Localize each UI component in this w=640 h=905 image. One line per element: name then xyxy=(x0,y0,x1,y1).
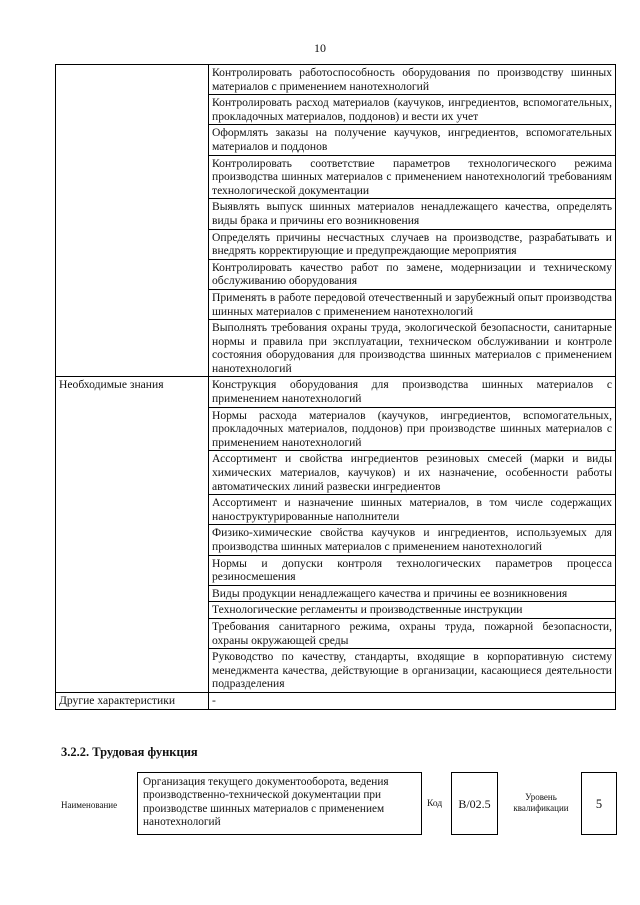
knowledge-label: Необходимые знания xyxy=(56,377,209,692)
action-cell: Контролировать работоспособность оборудования по производству шинных материалов с применением нанотехнологий xyxy=(209,65,616,95)
other-characteristics-value: - xyxy=(209,692,616,709)
table-row xyxy=(56,377,616,407)
action-cell: Оформлять заказы на получение каучуков, ингредиентов, вспомогательных материалов и поддонов xyxy=(209,125,616,155)
action-cell: Контролировать расход материалов (каучуков, ингредиентов, вспомогательных, прокладочных материалов, поддонов) и вести их учет xyxy=(209,95,616,125)
action-cell: Применять в работе передовой отечественный и зарубежный опыт производства шинных материалов с применением нанотехнологий xyxy=(209,289,616,319)
action-cell: Выявлять выпуск шинных материалов ненадлежащего качества, определять виды брака и причины его возникновения xyxy=(209,199,616,229)
table-row xyxy=(56,65,616,95)
other-characteristics-label: Другие характеристики xyxy=(56,692,209,709)
knowledge-cell: Ассортимент и назначение шинных материалов, в том числе содержащих наноструктурированные наполнители xyxy=(209,495,616,525)
action-cell: Определять причины несчастных случаев на производстве, разрабатывать и внедрять корректирующие и предупреждающие мероприятия xyxy=(209,229,616,259)
knowledge-cell: Требования санитарного режима, охраны труда, пожарной безопасности, охраны окружающей среды xyxy=(209,618,616,648)
table-row xyxy=(56,692,616,709)
page-number: 10 xyxy=(314,41,326,55)
code-value-box: B/02.5 xyxy=(451,772,498,835)
action-cell: Контролировать качество работ по замене, модернизации и техническому обслуживанию оборудования xyxy=(209,259,616,289)
knowledge-cell: Нормы и допуски контроля технологических параметров процесса резиносмешения xyxy=(209,555,616,585)
function-name-box: Организация текущего документооборота, ведения производственно-технической документации при производстве шинных материалов с применением нанотехнологий xyxy=(137,772,422,835)
labor-actions-table xyxy=(55,64,616,710)
action-cell: Выполнять требования охраны труда, экологической безопасности, санитарные нормы и правила при эксплуатации, техническом обслуживании и контроле состояния оборудования для производства шинных материалов с применением нанотехнологий xyxy=(209,320,616,377)
knowledge-cell: Физико-химические свойства каучуков и ингредиентов, используемых для производства шинных материалов с применением нанотехнологий xyxy=(209,525,616,555)
name-label: Наименование xyxy=(61,800,118,810)
action-cell: Контролировать соответствие параметров технологического режима производства шинных материалов с применением нанотехнологий требованиям технологической документации xyxy=(209,155,616,199)
knowledge-cell: Технологические регламенты и производственные инструкции xyxy=(209,602,616,619)
qualification-level-label: Уровень квалификации xyxy=(513,792,569,813)
knowledge-cell: Виды продукции ненадлежащего качества и причины ее возникновения xyxy=(209,585,616,602)
section-heading: 3.2.2. Трудовая функция xyxy=(61,745,198,759)
knowledge-cell: Нормы расхода материалов (каучуков, ингредиентов, вспомогательных, прокладочных материалов, поддонов) при производстве шинных материалов с применением нанотехнологий xyxy=(209,407,616,451)
knowledge-cell: Ассортимент и свойства ингредиентов резиновых смесей (марки и виды химических материалов, каучуков) и их назначение, особенности работы автоматических линий развески ингредиентов xyxy=(209,451,616,495)
knowledge-cell: Конструкция оборудования для производства шинных материалов с применением нанотехнологий xyxy=(209,377,616,407)
labor-actions-label-cell xyxy=(56,65,209,377)
code-label: Код xyxy=(427,799,443,809)
knowledge-cell: Руководство по качеству, стандарты, входящие в корпоративную систему менеджмента качества, действующие в организации, касающиеся деятельности подразделения xyxy=(209,649,616,693)
qualification-level-box: 5 xyxy=(581,772,617,835)
